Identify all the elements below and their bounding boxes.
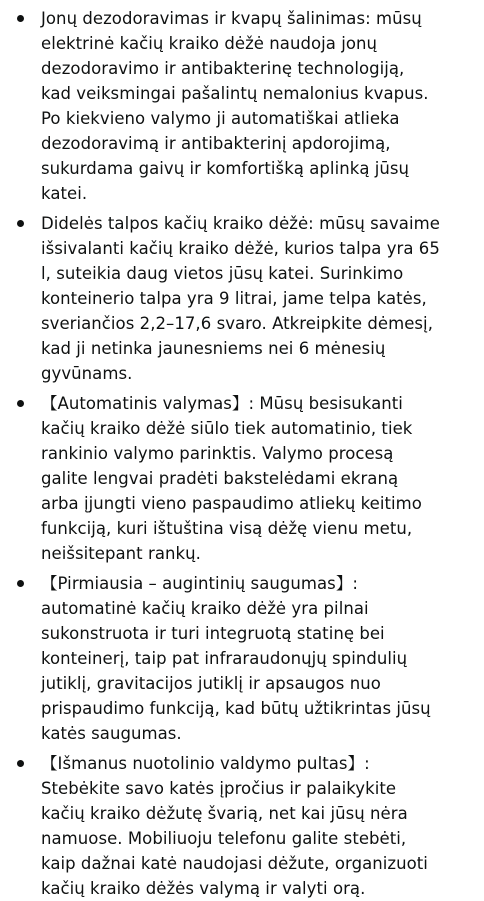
feature-bullet-list <box>10 6 474 901</box>
feature-text: 【Pirmiausia – augintinių saugumas】: automatinė kačių kraiko dėžė yra pilnai sukonstruota ir turi integruotą statinę bei konteinerį, taip pat infraraudonųjų spindulių jutiklį, gravitacijos jutiklį ir apsaugos nuo prispaudimo funkciją, kad būtų užtikrintas jūsų katės saugumas. <box>41 574 431 743</box>
feature-text: 【Automatinis valymas】: Mūsų besisukanti kačių kraiko dėžė siūlo tiek automatinio, tiek rankinio valymo parinktis. Valymo procesą galite lengvai pradėti bakstelėdami ekraną arba įjungti vieno paspaudimo atliekų keitimo funkciją, kuri ištuština visą dėžę vienu metu, neišsitepant rankų. <box>41 394 422 563</box>
feature-text: 【Išmanus nuotolinio valdymo pultas】: Stebėkite savo katės įpročius ir palaikykite kačių kraiko dėžutę švarią, net kai jūsų nėra namuose. Mobiliuoju telefonu galite stebėti, kaip dažnai katė naudojasi dėžute, organizuoti kačių kraiko dėžės valymą ir valyti orą. <box>41 754 428 898</box>
bullet-dot-icon <box>17 220 24 227</box>
bullet-dot-icon <box>17 580 24 587</box>
feature-item-ionic-deodorization <box>10 6 474 206</box>
feature-item-pet-safety <box>10 571 474 746</box>
feature-item-smart-remote <box>10 751 474 901</box>
feature-text: Didelės talpos kačių kraiko dėžė: mūsų savaime išsivalanti kačių kraiko dėžė, kurios talpa yra 65 l, suteikia daug vietos jūsų katei. Surinkimo konteinerio talpa yra 9 litrai, jame telpa katės, sveriančios 2,2–17,6 svaro. Atkreipkite dėmesį, kad ji netinka jaunesniems nei 6 mėnesių gyvūnams. <box>41 214 440 383</box>
bullet-dot-icon <box>17 400 24 407</box>
bullet-dot-icon <box>17 760 24 767</box>
feature-item-large-capacity <box>10 211 474 386</box>
feature-item-automatic-cleaning <box>10 391 474 566</box>
feature-text: Jonų dezodoravimas ir kvapų šalinimas: mūsų elektrinė kačių kraiko dėžė naudoja jonų dezodoravimo ir antibakterinę technologiją, kad veiksmingai pašalintų nemalonius kvapus. Po kiekvieno valymo ji automatiškai atlieka dezodoravimą ir antibakterinį apdorojimą, sukurdama gaivų ir komfortišką aplinką jūsų katei. <box>41 9 429 203</box>
bullet-dot-icon <box>17 15 24 22</box>
